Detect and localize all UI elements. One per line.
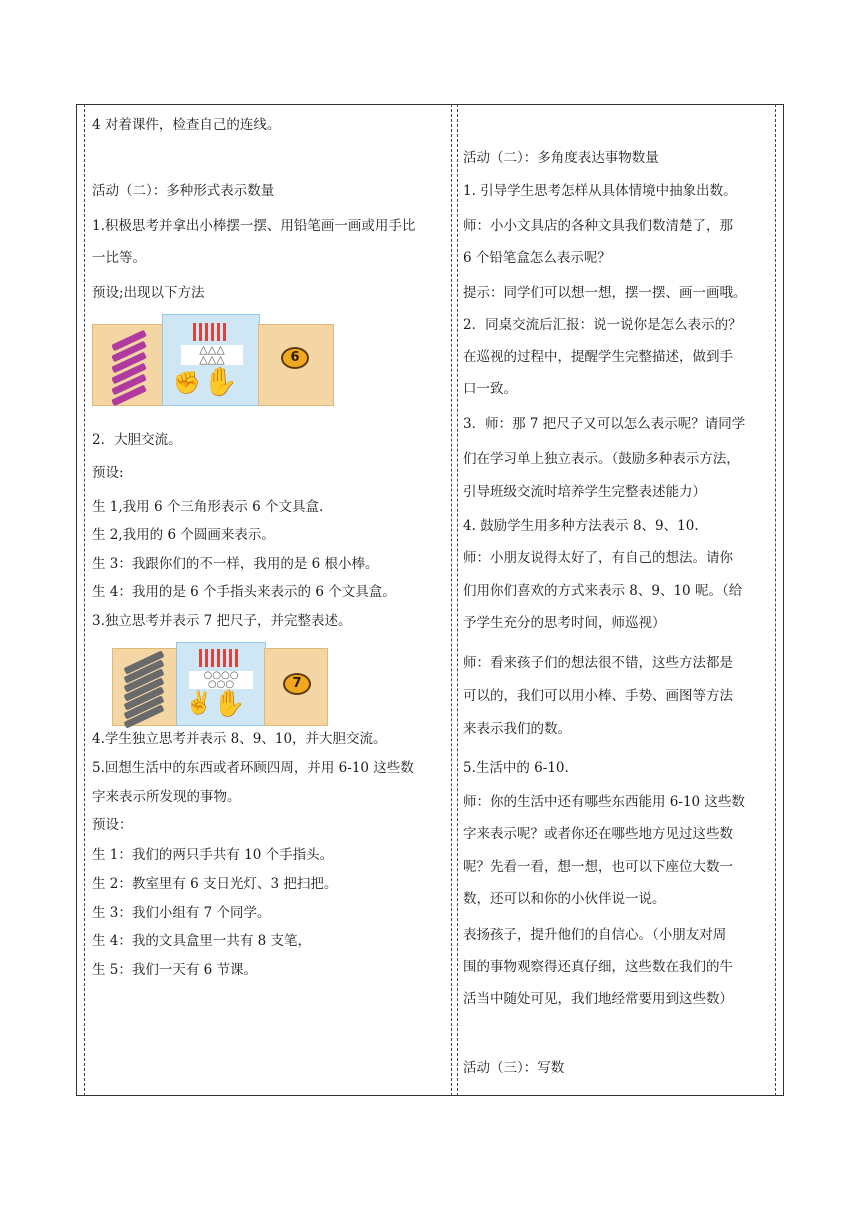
left-line: 一比等。 — [92, 250, 146, 266]
left-line: 生 3：我们小组有 7 个同学。 — [92, 905, 271, 921]
left-line: 生 4：我的文具盒里一共有 8 支笔， — [92, 933, 312, 949]
left-line: 1.积极思考并拿出小棒摆一摆、用铅笔画一画或用手比 — [92, 218, 416, 234]
number-panel — [264, 648, 328, 726]
right-line: 口一致。 — [463, 381, 517, 397]
number-badge: 7 — [283, 673, 311, 695]
right-line: 师：小朋友说得太好了，有自己的想法。请你 — [463, 550, 733, 566]
tally-icon — [193, 323, 196, 341]
left-line: 预设;出现以下方法 — [92, 285, 205, 301]
tally-icon — [223, 649, 226, 667]
right-line: 师：你的生活中还有哪些东西能用 6-10 这些数 — [463, 794, 745, 810]
right-line: 活动（二）：多角度表达事物数量 — [463, 150, 659, 166]
stick-panel — [112, 648, 178, 726]
hand-icon: ✊ — [173, 371, 201, 396]
tally-icon — [223, 323, 226, 341]
left-line: 4 对着课件，检查自己的连线。 — [92, 117, 281, 133]
tally-icon — [205, 649, 208, 667]
right-line: 字来表示呢？或者你还在哪些地方见过这些数 — [463, 826, 733, 842]
right-line: 活当中随处可见，我们地经常要用到这些数） — [463, 991, 733, 1007]
left-line: 2．大胆交流。 — [92, 432, 182, 448]
right-line: 来表示我们的数。 — [463, 721, 571, 737]
left-line: 字来表示所发现的事物。 — [92, 789, 241, 805]
stick-panel — [92, 324, 164, 406]
circles-icon: ○○○○ ○○○ — [189, 671, 253, 689]
drawing-card — [176, 642, 266, 726]
right-line: 予学生充分的思考时间，师巡视） — [463, 615, 666, 631]
right-line: 活动（三）：写数 — [463, 1060, 565, 1076]
hand-icon: ✌ — [185, 691, 213, 716]
right-line: 2．同桌交流后汇报：说一说你是怎么表示的？ — [463, 317, 742, 333]
tally-icon — [217, 323, 220, 341]
left-line: 生 2：教室里有 6 支日光灯、3 把扫把。 — [92, 876, 338, 892]
left-line: 4.学生独立思考并表示 8、9、10，并大胆交流。 — [92, 731, 387, 747]
tally-icon — [211, 649, 214, 667]
left-line: 生 2,我用的 6 个圆画来表示。 — [92, 527, 275, 543]
tally-icon — [229, 649, 232, 667]
hand-icon: ✋ — [203, 365, 238, 398]
left-line: 生 3：我跟你们的不一样，我用的是 6 根小棒。 — [92, 556, 379, 572]
tally-icon — [199, 649, 202, 667]
right-line: 围的事物观察得还真仔细，这些数在我们的牛 — [463, 959, 733, 975]
triangles-icon: △△△ △△△ — [181, 345, 243, 365]
left-line: 生 1：我们的两只手共有 10 个手指头。 — [92, 847, 334, 863]
drawing-card — [162, 314, 260, 406]
right-line: 们在学习单上独立表示。（鼓励多种表示方法， — [463, 451, 740, 467]
left-line: 生 1,我用 6 个三角形表示 6 个文具盒. — [92, 499, 324, 515]
right-line: 可以的，我们可以用小棒、手势、画图等方法 — [463, 688, 733, 704]
right-line: 1. 引导学生思考怎样从具体情境中抽象出数。 — [463, 183, 737, 199]
right-line: 数，还可以和你的小伙伴说一说。 — [463, 891, 666, 907]
illustration-six — [92, 314, 332, 404]
right-line: 表扬孩子，提升他们的自信心。（小朋友对周 — [463, 927, 727, 943]
left-line: 预设: — [92, 465, 124, 481]
right-line: 们用你们喜欢的方式来表示 8、9、10 呢。（给 — [463, 583, 743, 599]
right-line: 引导班级交流时培养学生完整表述能力） — [463, 484, 706, 500]
left-cell-border — [84, 104, 85, 1096]
right-line: 呢？先看一看，想一想，也可以下座位大数一 — [463, 859, 733, 875]
column-divider — [451, 104, 452, 1096]
right-line: 提示：同学们可以想一想，摆一摆、画一画哦。 — [463, 285, 747, 301]
column-divider-inner — [457, 104, 458, 1096]
right-line: 在巡视的过程中，提醒学生完整描述，做到手 — [463, 349, 733, 365]
right-line: 5.生活中的 6-10. — [463, 760, 569, 776]
left-line: 3.独立思考并表示 7 把尺子，并完整表述。 — [92, 613, 352, 629]
left-line: 5.回想生活中的东西或者环顾四周，并用 6-10 这些数 — [92, 760, 414, 776]
tally-icon — [205, 323, 208, 341]
number-badge: 6 — [281, 347, 309, 369]
right-line: 3．师：那 7 把尺子又可以怎么表示呢？请同学 — [463, 416, 746, 432]
illustration-seven — [112, 642, 326, 724]
tally-icon — [199, 323, 202, 341]
right-line: 6 个铅笔盒怎么表示呢？ — [463, 250, 611, 266]
right-line: 4. 鼓励学生用多种方法表示 8、9、10. — [463, 518, 699, 534]
right-line: 师：小小文具店的各种文具我们数清楚了，那 — [463, 218, 733, 234]
left-line: 预设： — [92, 817, 133, 833]
left-line: 生 5：我们一天有 6 节课。 — [92, 962, 258, 978]
hand-icon: ✋ — [213, 689, 246, 719]
left-line: 活动（二）：多种形式表示数量 — [92, 183, 275, 199]
left-line: 生 4：我用的是 6 个手指头来表示的 6 个文具盒。 — [92, 584, 396, 600]
right-cell-border — [775, 104, 776, 1096]
number-panel — [258, 324, 334, 406]
right-line: 师：看来孩子们的想法很不错，这些方法都是 — [463, 655, 733, 671]
tally-icon — [235, 649, 238, 667]
tally-icon — [211, 323, 214, 341]
tally-icon — [217, 649, 220, 667]
